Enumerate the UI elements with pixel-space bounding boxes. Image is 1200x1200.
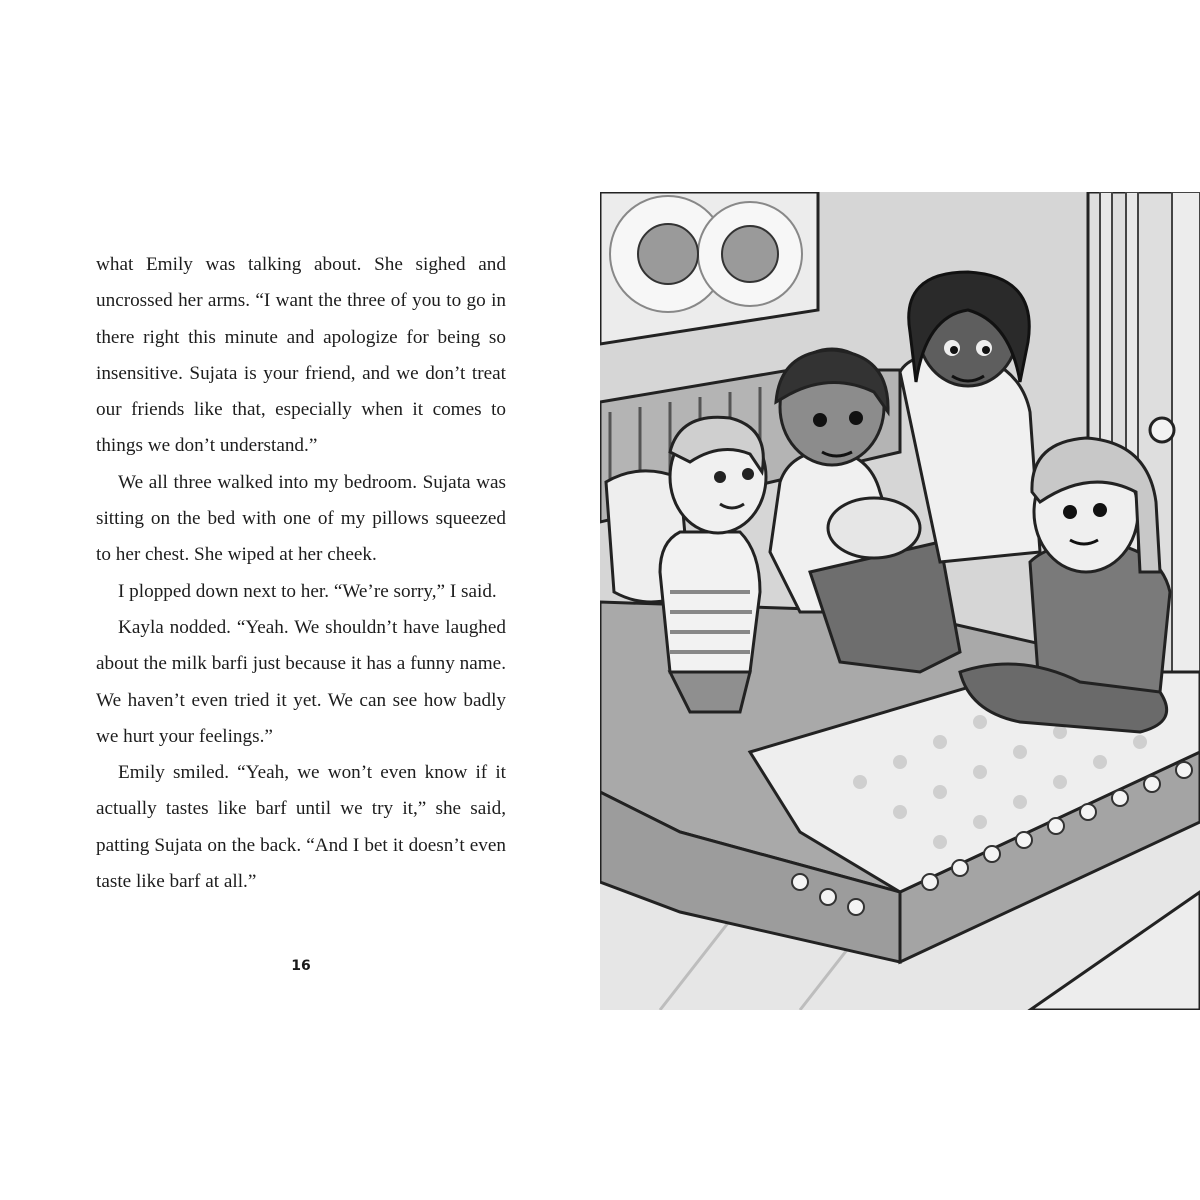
paragraph: Emily smiled. “Yeah, we won’t even know if it actually tastes like barf until we try it,” she said, patting Sujata on the back. “And I bet it doesn’t even taste like barf at all.” [96, 762, 506, 893]
page-number: 16 [291, 958, 311, 974]
text-page [96, 247, 506, 900]
paragraph: I plopped down next to her. “We’re sorry,” I said. [118, 580, 497, 602]
paragraph: We all three walked into my bedroom. Sujata was sitting on the bed with one of my pillows squeezed to her chest. She wiped at her cheek. [96, 471, 506, 566]
paragraph: Kayla nodded. “Yeah. We shouldn’t have laughed about the milk barfi just because it has a funny name. We haven’t even tried it yet. We can see how badly we hurt your feelings.” [96, 616, 506, 747]
paragraph: what Emily was talking about. She sighed and uncrossed her arms. “I want the three of you to go in there right this minute and apologize for being so insensitive. Sujata is your friend, and we don’t treat our friends like that, especially when it comes to things we don’t understand.” [96, 254, 506, 457]
illustration-drawing [600, 192, 1200, 1010]
four-girls-on-bed-illustration [600, 192, 1200, 1010]
girl-left [660, 417, 766, 712]
